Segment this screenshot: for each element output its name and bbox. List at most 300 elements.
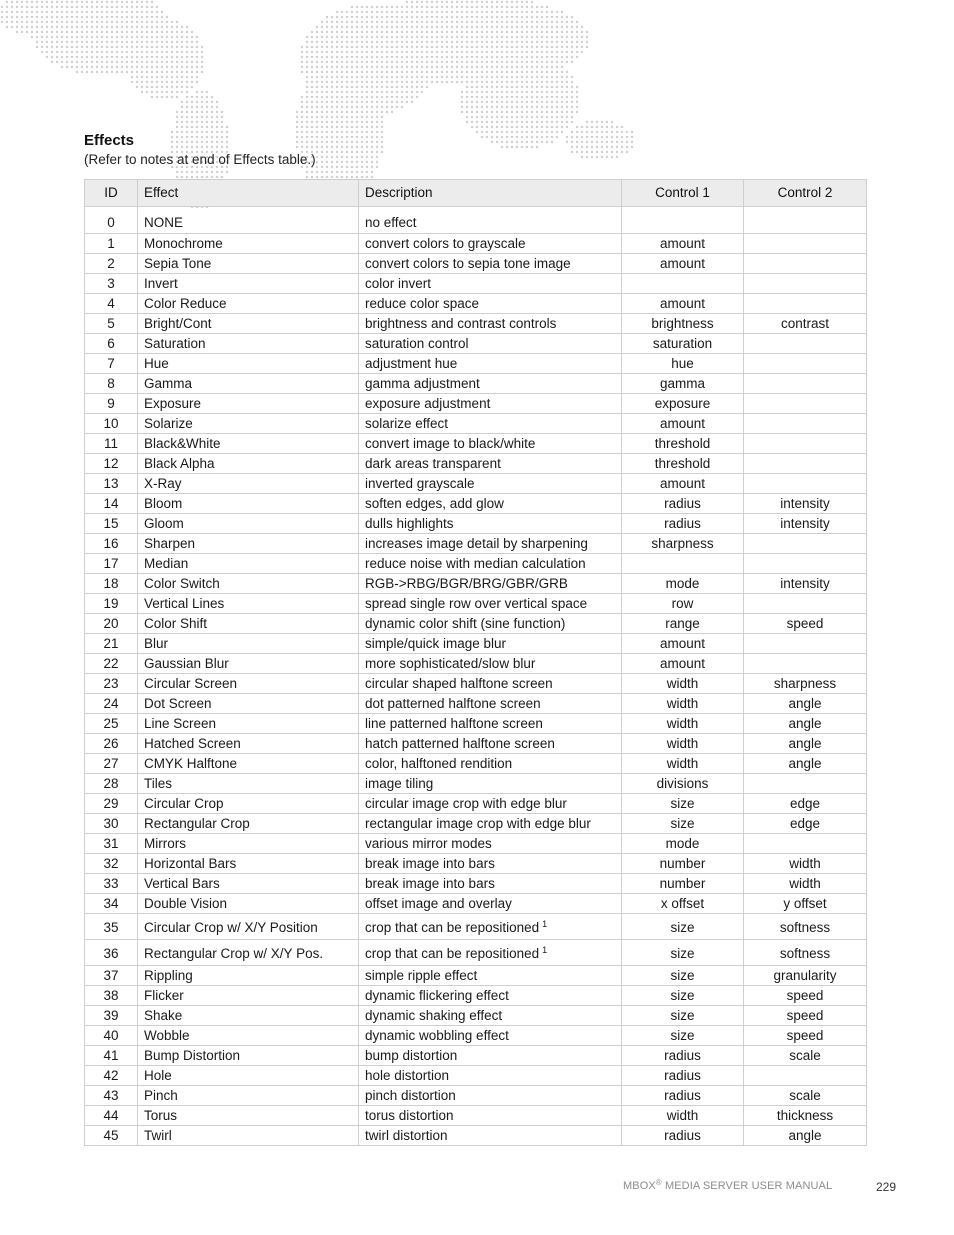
table-row (85, 414, 867, 434)
cell-text: 20 (103, 615, 119, 631)
table-row (85, 794, 867, 814)
cell-text: Wobble (144, 1027, 190, 1043)
cell-description (359, 1046, 622, 1066)
cell-text: offset image and overlay (365, 895, 512, 911)
cell-control-1 (622, 674, 744, 694)
cell-text: 11 (103, 435, 118, 451)
table-row (85, 1006, 867, 1026)
cell-text: number (659, 855, 706, 871)
cell-description (359, 854, 622, 874)
cell-text: crop that can be repositioned (365, 945, 540, 961)
cell-text: radius (664, 515, 701, 531)
cell-text: 21 (103, 635, 119, 651)
cell-text: 43 (103, 1087, 119, 1103)
cell-text: Gloom (144, 515, 184, 531)
cell-text: radius (664, 1047, 701, 1063)
cell-text: Shake (144, 1007, 183, 1023)
table-row (85, 1086, 867, 1106)
cell-text: mode (665, 835, 700, 851)
cell-text: 8 (107, 375, 115, 391)
cell-control-2 (744, 614, 867, 634)
cell-text: pinch distortion (365, 1087, 456, 1103)
cell-description (359, 294, 622, 314)
cell-text: no effect (365, 215, 417, 231)
cell-text: width (666, 1107, 699, 1123)
cell-text: radius (664, 495, 701, 511)
cell-text: 37 (103, 967, 119, 983)
cell-description (359, 394, 622, 414)
table-row (85, 774, 867, 794)
cell-id (85, 494, 138, 514)
table-row (85, 894, 867, 914)
cell-effect (138, 594, 359, 614)
cell-control-1 (622, 254, 744, 274)
cell-id (85, 394, 138, 414)
cell-text: simple/quick image blur (365, 635, 507, 651)
cell-description (359, 454, 622, 474)
cell-control-1 (622, 694, 744, 714)
cell-text: circular image crop with edge blur (365, 795, 567, 811)
cell-control-2 (744, 940, 867, 966)
cell-description (359, 474, 622, 494)
cell-control-2 (744, 1086, 867, 1106)
header-effect: Effect (138, 180, 359, 207)
cell-description (359, 514, 622, 534)
cell-text: CMYK Halftone (144, 755, 238, 771)
cell-text: width (666, 755, 699, 771)
cell-text: soften edges, add glow (365, 495, 504, 511)
cell-text: size (670, 815, 695, 831)
cell-description (359, 1126, 622, 1146)
table-row (85, 940, 867, 966)
cell-control-2 (744, 534, 867, 554)
cell-id (85, 254, 138, 274)
table-row (85, 674, 867, 694)
cell-id (85, 454, 138, 474)
cell-text: 5 (107, 315, 115, 331)
cell-control-1 (622, 294, 744, 314)
cell-control-2 (744, 394, 867, 414)
cell-id (85, 434, 138, 454)
cell-description (359, 354, 622, 374)
cell-text: exposure (654, 395, 711, 411)
cell-text: 13 (103, 475, 119, 491)
table-row (85, 814, 867, 834)
cell-description (359, 774, 622, 794)
cell-text: Gamma (144, 375, 193, 391)
cell-text: 0 (107, 215, 115, 231)
cell-text: speed (786, 1007, 824, 1023)
cell-text: 29 (103, 795, 119, 811)
cell-description (359, 894, 622, 914)
cell-description (359, 1086, 622, 1106)
cell-id (85, 374, 138, 394)
cell-id (85, 694, 138, 714)
cell-control-2 (744, 834, 867, 854)
cell-id (85, 754, 138, 774)
cell-control-1 (622, 940, 744, 966)
cell-control-1 (622, 474, 744, 494)
cell-text: radius (664, 1127, 701, 1143)
cell-id (85, 574, 138, 594)
cell-control-1 (622, 794, 744, 814)
cell-effect (138, 634, 359, 654)
cell-text: crop that can be repositioned (365, 919, 540, 935)
cell-text: intensity (780, 575, 830, 591)
table-row (85, 554, 867, 574)
cell-description (359, 374, 622, 394)
cell-text: dynamic shaking effect (365, 1007, 503, 1023)
cell-control-2 (744, 374, 867, 394)
cell-text: width (666, 735, 699, 751)
cell-text: sharpness (773, 675, 837, 691)
cell-control-1 (622, 554, 744, 574)
cell-control-2 (744, 754, 867, 774)
cell-text: width (789, 875, 821, 891)
table-row (85, 714, 867, 734)
cell-text: Bump Distortion (144, 1047, 241, 1063)
cell-effect (138, 914, 359, 940)
cell-control-2 (744, 654, 867, 674)
cell-text: size (670, 919, 695, 935)
table-row (85, 834, 867, 854)
cell-text: bump distortion (365, 1047, 458, 1063)
cell-control-2 (744, 207, 867, 234)
cell-text: amount (659, 475, 706, 491)
cell-text: Monochrome (144, 235, 223, 251)
cell-id (85, 334, 138, 354)
cell-control-1 (622, 514, 744, 534)
cell-control-2 (744, 334, 867, 354)
cell-description (359, 414, 622, 434)
cell-text: threshold (654, 435, 711, 451)
cell-effect (138, 894, 359, 914)
table-header-row (85, 180, 867, 207)
cell-text: Hatched Screen (144, 735, 241, 751)
cell-text: hole distortion (365, 1067, 450, 1083)
cell-description (359, 794, 622, 814)
cell-control-2 (744, 434, 867, 454)
cell-effect (138, 494, 359, 514)
table-row (85, 574, 867, 594)
cell-description (359, 334, 622, 354)
footer-registered-mark: ® (655, 1178, 662, 1187)
cell-id (85, 554, 138, 574)
cell-text: 38 (103, 987, 119, 1003)
cell-effect (138, 714, 359, 734)
cell-effect (138, 454, 359, 474)
cell-text: angle (788, 715, 822, 731)
cell-text: 34 (103, 895, 119, 911)
cell-text: hue (671, 355, 694, 371)
cell-description (359, 1006, 622, 1026)
cell-text: inverted grayscale (365, 475, 475, 491)
table-row (85, 1026, 867, 1046)
cell-control-1 (622, 414, 744, 434)
page-number: 229 (876, 1180, 897, 1194)
cell-text: convert image to black/white (365, 435, 536, 451)
cell-text: 45 (103, 1127, 119, 1143)
cell-text: angle (788, 1127, 822, 1143)
cell-control-2 (744, 966, 867, 986)
cell-text: Black&White (144, 435, 221, 451)
cell-control-2 (744, 554, 867, 574)
cell-description (359, 914, 622, 940)
table-row (85, 474, 867, 494)
cell-effect (138, 986, 359, 1006)
cell-id (85, 986, 138, 1006)
cell-description (359, 634, 622, 654)
cell-control-1 (622, 1046, 744, 1066)
cell-effect (138, 1086, 359, 1106)
cell-text: scale (789, 1047, 821, 1063)
cell-text: Torus (144, 1107, 178, 1123)
cell-text: size (670, 795, 695, 811)
header-id: ID (85, 180, 138, 207)
cell-text: 6 (107, 335, 115, 351)
header-description: Description (359, 180, 622, 207)
cell-control-1 (622, 1086, 744, 1106)
cell-control-2 (744, 1106, 867, 1126)
cell-id (85, 734, 138, 754)
cell-text: Double Vision (144, 895, 228, 911)
table-row (85, 374, 867, 394)
table-row (85, 594, 867, 614)
cell-text: range (665, 615, 700, 631)
cell-id (85, 514, 138, 534)
cell-effect (138, 534, 359, 554)
cell-description (359, 1106, 622, 1126)
cell-text: width (666, 715, 699, 731)
cell-control-1 (622, 234, 744, 254)
cell-description (359, 494, 622, 514)
cell-text: 39 (103, 1007, 119, 1023)
cell-control-1 (622, 834, 744, 854)
cell-text: dot patterned halftone screen (365, 695, 541, 711)
cell-text: twirl distortion (365, 1127, 448, 1143)
table-row (85, 207, 867, 234)
cell-text: radius (664, 1087, 701, 1103)
cell-control-1 (622, 1126, 744, 1146)
cell-control-1 (622, 1006, 744, 1026)
table-row (85, 694, 867, 714)
cell-id (85, 354, 138, 374)
cell-description (359, 594, 622, 614)
cell-text: size (670, 1027, 695, 1043)
cell-control-2 (744, 914, 867, 940)
cell-control-1 (622, 354, 744, 374)
cell-text: increases image detail by sharpening (365, 535, 588, 551)
cell-effect (138, 754, 359, 774)
cell-text: 26 (103, 735, 119, 751)
cell-effect (138, 314, 359, 334)
cell-text: Color Shift (144, 615, 208, 631)
cell-text: 9 (107, 395, 115, 411)
cell-text: 32 (103, 855, 119, 871)
cell-text: 28 (103, 775, 119, 791)
cell-text: row (671, 595, 694, 611)
cell-id (85, 474, 138, 494)
cell-id (85, 966, 138, 986)
cell-effect (138, 734, 359, 754)
cell-control-1 (622, 966, 744, 986)
cell-description (359, 207, 622, 234)
cell-text: Hue (144, 355, 169, 371)
cell-text: Sepia Tone (144, 255, 212, 271)
cell-description (359, 534, 622, 554)
cell-text: edge (789, 815, 821, 831)
cell-text: convert colors to grayscale (365, 235, 526, 251)
cell-control-1 (622, 494, 744, 514)
cell-effect (138, 434, 359, 454)
cell-id (85, 894, 138, 914)
cell-text: 36 (103, 945, 119, 961)
cell-text: radius (664, 1067, 701, 1083)
cell-text: 16 (103, 535, 119, 551)
cell-text: 41 (103, 1047, 119, 1063)
cell-text: 31 (103, 835, 119, 851)
cell-id (85, 314, 138, 334)
cell-text: saturation control (365, 335, 469, 351)
table-row (85, 1066, 867, 1086)
footer-manual-title (623, 1180, 832, 1192)
table-row (85, 254, 867, 274)
cell-text: amount (659, 415, 706, 431)
cell-control-1 (622, 754, 744, 774)
cell-description (359, 874, 622, 894)
cell-text: x offset (660, 895, 705, 911)
cell-text: rectangular image crop with edge blur (365, 815, 591, 831)
cell-text: width (666, 675, 699, 691)
cell-text: 27 (103, 755, 119, 771)
cell-control-2 (744, 794, 867, 814)
cell-text: Horizontal Bars (144, 855, 237, 871)
cell-effect (138, 1106, 359, 1126)
cell-control-1 (622, 814, 744, 834)
section-title: Effects (84, 132, 135, 149)
cell-control-2 (744, 854, 867, 874)
cell-text: brightness (651, 315, 714, 331)
cell-description (359, 940, 622, 966)
cell-text: speed (786, 615, 824, 631)
cell-control-1 (622, 434, 744, 454)
cell-text: 23 (103, 675, 119, 691)
cell-text: thickness (776, 1107, 834, 1123)
cell-text: various mirror modes (365, 835, 492, 851)
cell-description (359, 554, 622, 574)
cell-text: speed (786, 1027, 824, 1043)
cell-id (85, 1126, 138, 1146)
table-row (85, 354, 867, 374)
cell-control-1 (622, 854, 744, 874)
cell-text: Mirrors (144, 835, 186, 851)
cell-id (85, 1066, 138, 1086)
cell-text: color invert (365, 275, 432, 291)
cell-text: size (670, 945, 695, 961)
table-row (85, 334, 867, 354)
cell-text: 10 (103, 415, 119, 431)
cell-text: dynamic flickering effect (365, 987, 509, 1003)
cell-text: contrast (780, 315, 830, 331)
cell-text: Dot Screen (144, 695, 212, 711)
cell-text: Gaussian Blur (144, 655, 229, 671)
cell-control-2 (744, 1126, 867, 1146)
cell-text: dark areas transparent (365, 455, 501, 471)
cell-text: dynamic wobbling effect (365, 1027, 509, 1043)
cell-id (85, 674, 138, 694)
cell-text: simple ripple effect (365, 967, 478, 983)
cell-description (359, 814, 622, 834)
cell-text: threshold (654, 455, 711, 471)
cell-effect (138, 674, 359, 694)
cell-text: more sophisticated/slow blur (365, 655, 536, 671)
cell-text: divisions (656, 775, 709, 791)
cell-text: number (659, 875, 706, 891)
cell-text: Circular Crop w/ X/Y Position (144, 919, 318, 935)
cell-text: line patterned halftone screen (365, 715, 543, 731)
cell-description (359, 434, 622, 454)
cell-control-1 (622, 207, 744, 234)
cell-description (359, 1026, 622, 1046)
cell-effect (138, 394, 359, 414)
cell-text: width (789, 855, 821, 871)
table-row (85, 294, 867, 314)
cell-text: 18 (103, 575, 119, 591)
table-row (85, 854, 867, 874)
cell-description (359, 274, 622, 294)
table-row (85, 1046, 867, 1066)
cell-id (85, 854, 138, 874)
cell-text: reduce noise with median calculation (365, 555, 586, 571)
cell-text: granularity (773, 967, 837, 983)
cell-text: hatch patterned halftone screen (365, 735, 555, 751)
cell-text: Exposure (144, 395, 202, 411)
cell-id (85, 1006, 138, 1026)
table-row (85, 274, 867, 294)
cell-text: Pinch (144, 1087, 178, 1103)
cell-text: amount (659, 295, 706, 311)
footer-title: MEDIA SERVER USER MANUAL (661, 1180, 833, 1192)
cell-effect (138, 474, 359, 494)
cell-description (359, 734, 622, 754)
cell-description (359, 234, 622, 254)
cell-id (85, 714, 138, 734)
cell-description (359, 254, 622, 274)
cell-text: softness (779, 945, 831, 961)
cell-id (85, 774, 138, 794)
cell-effect (138, 294, 359, 314)
cell-text: 4 (107, 295, 115, 311)
table-row (85, 234, 867, 254)
table-row (85, 634, 867, 654)
cell-effect (138, 854, 359, 874)
cell-text: Vertical Lines (144, 595, 225, 611)
cell-effect (138, 1006, 359, 1026)
cell-control-1 (622, 594, 744, 614)
cell-effect (138, 1126, 359, 1146)
cell-text: softness (779, 919, 831, 935)
cell-text: color, halftoned rendition (365, 755, 513, 771)
cell-text: mode (665, 575, 700, 591)
cell-text: Rectangular Crop (144, 815, 250, 831)
table-row (85, 966, 867, 986)
cell-effect (138, 554, 359, 574)
cell-text: amount (659, 635, 706, 651)
table-row (85, 394, 867, 414)
cell-description (359, 966, 622, 986)
cell-id (85, 1046, 138, 1066)
cell-id (85, 794, 138, 814)
